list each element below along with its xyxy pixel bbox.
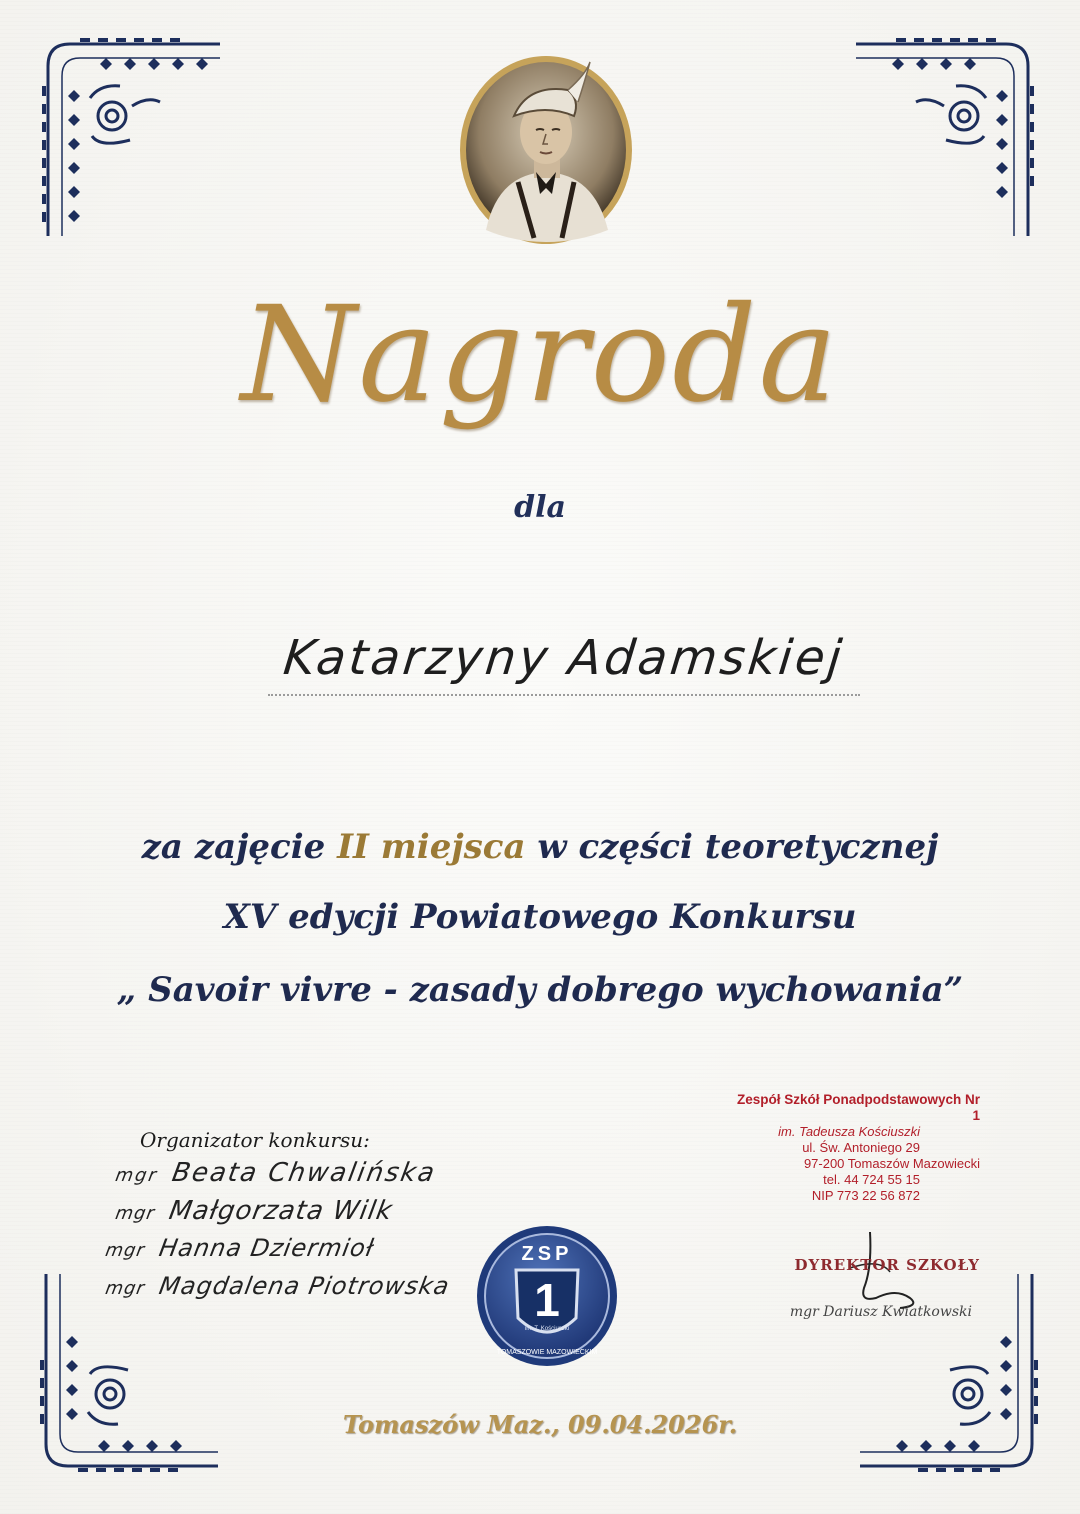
organizer-signature — [104, 1272, 452, 1300]
stamp-city: 97-200 Tomaszów Mazowiecki — [803, 1156, 980, 1171]
award-title: Nagroda — [240, 278, 840, 432]
signature-name: Beata Chwalińska — [169, 1158, 439, 1188]
stamp-street: ul. Św. Antoniego 29 — [802, 1140, 920, 1155]
for-label: dla — [514, 490, 566, 525]
signature-name: Hanna Dziermioł — [156, 1234, 377, 1262]
portrait-medallion — [458, 54, 634, 246]
signature-name: Małgorzata Wilk — [166, 1196, 396, 1226]
signature-prefix: mgr — [103, 1240, 147, 1261]
desc-line1-before: za zajęcie — [141, 827, 338, 867]
stamp-patron: im. Tadeusza Kościuszki — [778, 1124, 920, 1139]
stamp-school-name: Zespół Szkół Ponadpodstawowych Nr 1 — [736, 1092, 980, 1123]
organizer-signature — [113, 1158, 438, 1188]
recipient-dotted-line — [268, 694, 860, 696]
description-line-3: „ Savoir vivre - zasady dobrego wychowania” — [116, 970, 964, 1010]
stamp-phone: tel. 44 724 55 15 — [823, 1172, 920, 1187]
badge-ring-text: TOMASZOWIE MAZOWIECKIM — [496, 1349, 598, 1356]
description-line-2: XV edycji Powiatowego Konkursu — [223, 897, 857, 937]
signature-name: Magdalena Piotrowska — [156, 1272, 452, 1300]
school-badge-icon — [476, 1222, 618, 1372]
director-name: mgr Dariusz Kwiatkowski — [789, 1304, 972, 1320]
signature-prefix: mgr — [113, 1203, 157, 1224]
signature-prefix: mgr — [103, 1278, 147, 1299]
organizer-label: Organizator konkursu: — [140, 1128, 370, 1152]
badge-patron: im. T. Kościuszki — [524, 1326, 570, 1332]
badge-number: 1 — [534, 1274, 560, 1326]
organizer-signature — [104, 1234, 377, 1262]
organizer-signature — [113, 1196, 395, 1226]
description-line-1 — [0, 827, 1080, 867]
corner-ornament-icon — [40, 36, 230, 246]
place-highlight: II miejsca — [337, 827, 526, 867]
desc-line1-after: w części teoretycznej — [525, 827, 939, 867]
recipient-name: Katarzyny Adamskiej — [280, 630, 848, 686]
stamp-nip: NIP 773 22 56 872 — [811, 1188, 920, 1203]
badge-top-text: ZSP — [521, 1243, 573, 1265]
place-date: Tomaszów Maz., 09.04.2026r. — [342, 1410, 738, 1439]
corner-ornament-icon — [846, 36, 1036, 246]
director-title: DYREKTOR SZKOŁY — [794, 1256, 980, 1274]
signature-prefix: mgr — [113, 1165, 160, 1186]
school-stamp — [730, 1092, 980, 1204]
